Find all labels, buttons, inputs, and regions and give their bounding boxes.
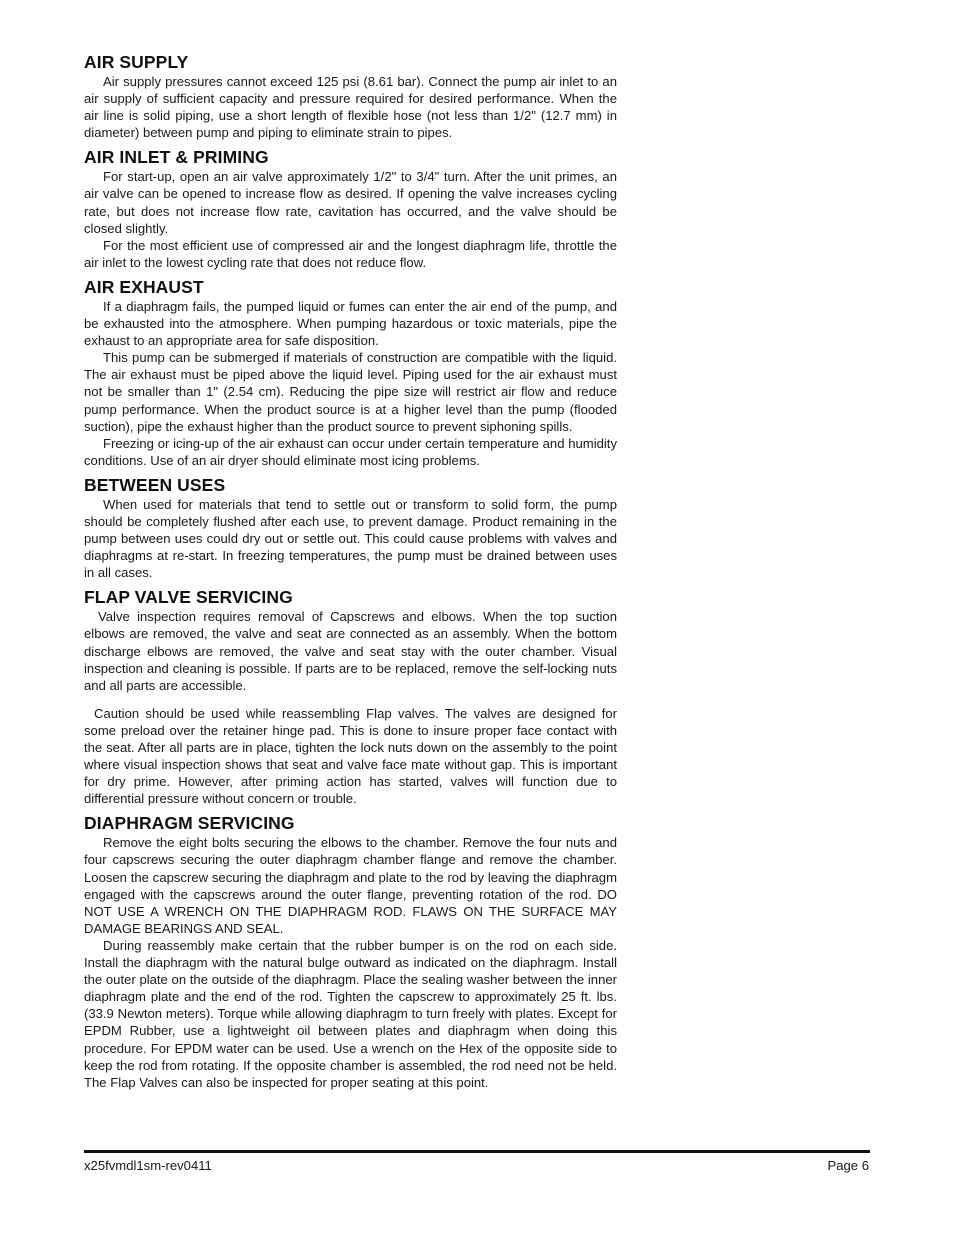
section-air-exhaust	[84, 277, 617, 469]
section-heading: AIR SUPPLY	[84, 52, 189, 72]
section-heading: BETWEEN USES	[84, 474, 226, 495]
section-air-inlet	[84, 147, 617, 271]
paragraph: Remove the eight bolts securing the elbows to the chamber. Remove the four nuts and four capscrews securing the outer diaphragm chamber flange and remove the chamber. Loosen the capscrew securing the diaphragm and plate to the rod by leaving the diaphragm engaged with the capscrews around the outer flange, preventing rotation of the rod. DO NOT USE A WRENCH ON THE DIAPHRAGM ROD. FLAWS ON THE SURFACE MAY DAMAGE BEARINGS AND SEAL.	[84, 835, 617, 936]
paragraph: Freezing or icing-up of the air exhaust can occur under certain temperature and humidity conditions. Use of an air dryer should eliminate most icing problems.	[84, 435, 617, 468]
paragraph: When used for materials that tend to settle out or transform to solid form, the pump should be completely flushed after each use, to prevent damage. Product remaining in the pump between uses could dry out or settle out. This could cause problems with valves and diaphragms at re-start. In freezing temperatures, the pump must be drained between uses in all cases.	[84, 496, 617, 581]
paragraph: This pump can be submerged if materials of construction are compatible with the liquid. The air exhaust must be piped above the liquid level. Piping used for the air exhaust must not be smaller than 1" (2.54 cm). Reducing the pipe size will restrict air flow and reduce pump performance. When the product source is at a higher level than the pump (flooded suction), pipe the exhaust higher than the product source to prevent siphoning spills.	[84, 350, 617, 434]
section-heading: AIR EXHAUST	[84, 276, 204, 297]
paragraph: For start-up, open an air valve approximately 1/2" to 3/4" turn. After the unit primes, an air valve can be opened to increase flow as desired. If opening the valve increases cycling rate, but does not increase flow rate, cavitation has occurred, and the valve should be closed slightly.	[84, 169, 617, 236]
paragraph: For the most efficient use of compressed air and the longest diaphragm life, throttle the air inlet to the lowest cycling rate that does not reduce flow.	[84, 237, 617, 270]
paragraph: Caution should be used while reassembling Flap valves. The valves are designed for some preload over the retainer hinge pad. This is done to insure proper face contact with the seat. After all parts are in place, tighten the lock nuts down on the assembly to the point where visual inspection shows that seat and valve face mate without gap. This is important for dry prime. However, after priming action has started, valves will function due to differential pressure without concern or trouble.	[84, 705, 617, 807]
section-diaphragm	[84, 813, 617, 1090]
footer-divider	[84, 1150, 870, 1153]
paragraph: During reassembly make certain that the rubber bumper is on the rod on each side. Install the diaphragm with the natural bulge outward as indicated on the diaphragm. Install the outer plate on the outside of the diaphragm. Place the sealing washer between the inner diaphragm plate and the end of the rod. Tighten the capscrew to approximately 25 ft. lbs. (33.9 Newton meters). Torque while allowing diaphragm to turn freely with plates. Except for EPDM Rubber, use a lightweight oil between plates and diaphragm when doing this procedure. For EPDM water can be used. Use a wrench on the Hex of the opposite side to keep the rod from rotating. If the opposite chamber is assembled, the rod need not be held. The Flap Valves can also be inspected for proper seating at this point.	[84, 937, 617, 1090]
document-id: x25fvmdl1sm-rev0411	[84, 1158, 212, 1173]
section-heading: DIAPHRAGM SERVICING	[84, 813, 295, 834]
page-number: Page 6	[827, 1158, 869, 1173]
paragraph: Valve inspection requires removal of Capscrews and elbows. When the top suction elbows are removed, the valve and seat are connected as an assembly. When the bottom discharge elbows are removed, the valve and seat stay with the outer chamber. Visual inspection and cleaning is possible. If parts are to be replaced, remove the self-locking nuts and all parts are accessible.	[84, 609, 617, 693]
section-air-supply	[84, 52, 617, 141]
document-body	[84, 52, 617, 1091]
section-flap-valve	[84, 587, 617, 807]
paragraph: Air supply pressures cannot exceed 125 psi (8.61 bar). Connect the pump air inlet to an air supply of sufficient capacity and pressure required for desired performance. When the air line is solid piping, use a short length of flexible hose (not less than 1/2" (12.7 mm) in diameter) between pump and piping to eliminate strain to pipes.	[84, 74, 617, 141]
section-between-uses	[84, 475, 617, 581]
section-heading: FLAP VALVE SERVICING	[84, 587, 293, 608]
section-heading: AIR INLET & PRIMING	[84, 147, 269, 168]
paragraph: If a diaphragm fails, the pumped liquid or fumes can enter the air end of the pump, and be exhausted into the atmosphere. When pumping hazardous or toxic materials, pipe the exhaust to an appropriate area for safe disposition.	[84, 298, 617, 349]
